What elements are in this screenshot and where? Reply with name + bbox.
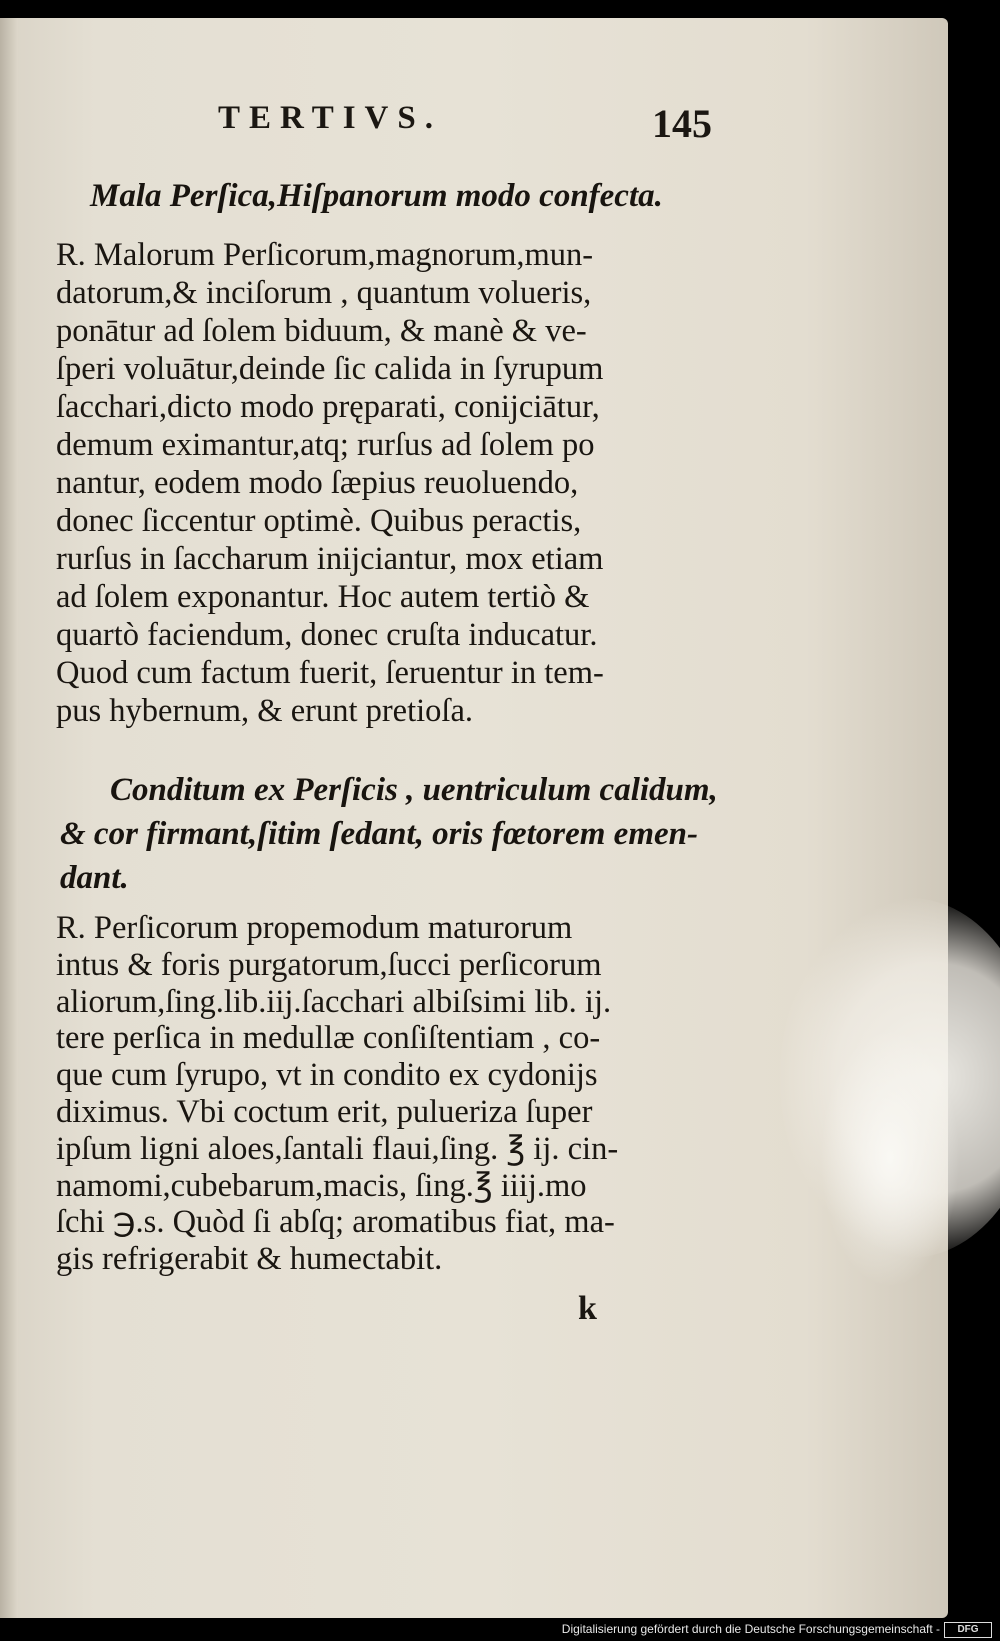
text-line: ſperi voluātur,deinde ſic calida in ſyrupum — [56, 351, 604, 387]
text-line: R. Malorum Perſicorum,magnorum,mun- — [56, 237, 594, 273]
recipe-heading-1: Mala Perſica,Hiſpanorum modo confecta. — [90, 178, 663, 214]
text-line: aliorum,ſing.lib.iij.ſacchari albiſsimi lib. ij. — [56, 983, 612, 1020]
recipe-heading-2: Conditum ex Perſicis , uentriculum calidum, & cor firmant,ſitim ſedant, oris fœtorem emen-dant. — [60, 772, 718, 896]
text-line: demum eximantur,atq; rurſus ad ſolem po — [56, 427, 595, 463]
text-line: ſchi ℈.s. Quòd ſi abſq; aromatibus fiat, ma- — [56, 1204, 615, 1241]
text-line: ponātur ad ſolem biduum, & manè & ve- — [56, 313, 587, 349]
text-line: Quod cum factum fuerit, ſeruentur in tem- — [56, 655, 604, 691]
digitization-credit: Digitalisierung gefördert durch die Deutsche Forschungsgemeinschaft - — [561, 1622, 940, 1636]
page-number: 145 — [652, 101, 712, 146]
dfg-logo: DFG — [944, 1622, 992, 1638]
page-gutter-shadow — [0, 18, 18, 1618]
running-head: TERTIVS. — [218, 100, 442, 136]
text-line: quartò faciendum, donec cruſta inducatur. — [56, 617, 598, 653]
text-line: donec ſiccentur optimè. Quibus peractis, — [56, 503, 582, 539]
text-line: pus hybernum, & erunt pretioſa. — [56, 693, 473, 729]
text-line: intus & foris purgatorum,ſucci perſicorum — [56, 946, 602, 983]
signature-mark: k — [578, 1290, 597, 1327]
text-line: que cum ſyrupo, vt in condito ex cydonijs — [56, 1057, 598, 1094]
water-stain-core — [820, 1028, 960, 1288]
text-line: datorum,& inciſorum , quantum volueris, — [56, 275, 592, 311]
text-line: ad ſolem exponantur. Hoc autem tertiò & — [56, 579, 590, 615]
text-line: ſacchari,dicto modo pręparati, conijciātur, — [56, 389, 600, 425]
recipe-paragraph-1 — [56, 236, 604, 730]
recipe-paragraph-2 — [56, 910, 618, 1278]
text-line: rurſus in ſaccharum inijciantur, mox etiam — [56, 541, 604, 577]
text-line: R. Perſicorum propemodum maturorum — [56, 910, 573, 946]
text-line: nantur, eodem modo ſæpius reuoluendo, — [56, 465, 579, 501]
text-line: tere perſica in medullæ conſiſtentiam , co- — [56, 1020, 601, 1057]
text-line: diximus. Vbi coctum erit, pulueriza ſuper — [56, 1093, 593, 1130]
text-line: namomi,cubebarum,macis, ſing.℥ iiij.mo — [56, 1167, 587, 1204]
text-line: gis refrigerabit & humectabit. — [56, 1241, 443, 1278]
text-line: ipſum ligni aloes,ſantali flaui,ſing. ℥ ij. cin- — [56, 1130, 619, 1167]
